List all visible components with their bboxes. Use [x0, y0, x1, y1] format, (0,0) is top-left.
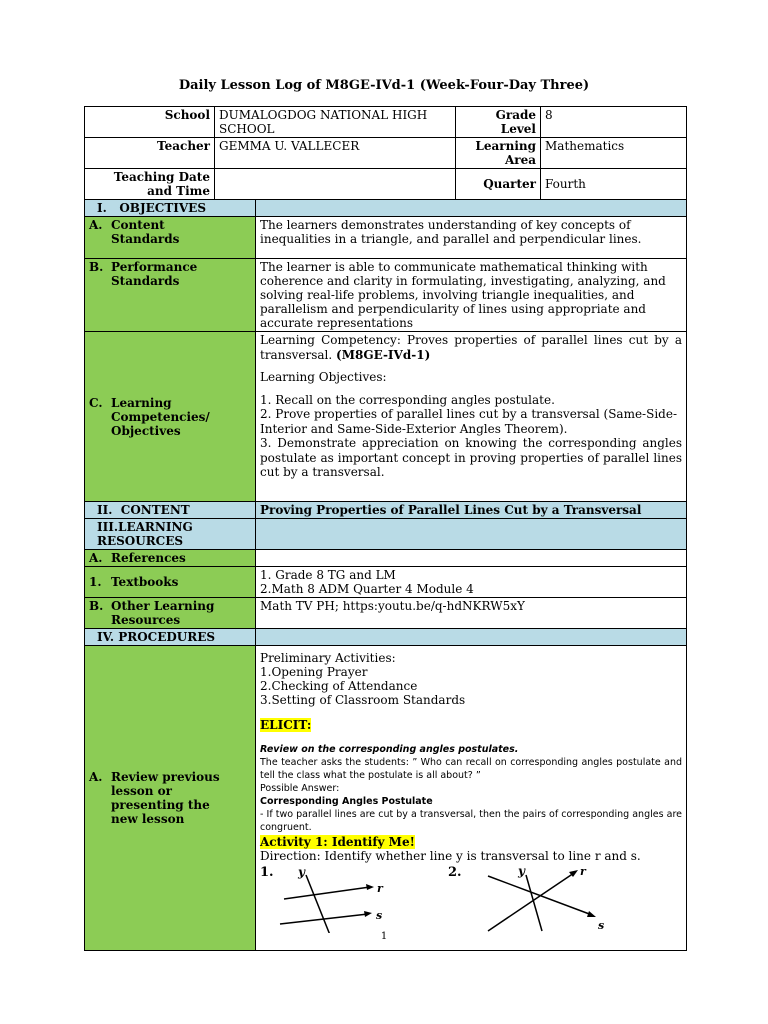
figure-1-label-r: r	[377, 882, 383, 895]
content-row	[85, 502, 687, 519]
date-row	[85, 169, 687, 200]
references-label: A. References	[85, 550, 256, 567]
figure-1-line-y	[306, 875, 330, 933]
competency-text: Learning Competency: Proves properties of parallel lines cut by a transversal. (M8GE-IVd-1)	[260, 333, 682, 362]
resources-heading: III.LEARNING RESOURCES	[85, 519, 256, 550]
grade-label: Grade Level	[456, 107, 541, 138]
page-number: 1	[380, 931, 388, 942]
other-resources-row	[85, 598, 687, 629]
figure-2-line-s	[488, 876, 592, 915]
other-resources-label: B. Other Learning Resources	[85, 598, 256, 629]
page-title: Daily Lesson Log of M8GE-IVd-1 (Week-Four-Day Three)	[178, 78, 590, 93]
quarter-value: Fourth	[541, 169, 687, 200]
direction-text: Direction: Identify whether line y is transversal to line r and s.	[260, 849, 641, 863]
prelim-heading: Preliminary Activities:	[260, 651, 396, 665]
area-value: Mathematics	[541, 138, 687, 169]
teacher-value: GEMMA U. VALLECER	[215, 138, 456, 169]
references-row	[85, 550, 687, 567]
objectives-heading: I. OBJECTIVES	[85, 200, 256, 217]
figure-1-line-r	[284, 887, 370, 899]
other-resources-text: Math TV PH; https:youtu.be/q-hdNKRW5xY	[256, 598, 687, 629]
content-heading: II. CONTENT	[85, 502, 256, 519]
resources-heading-row	[85, 519, 687, 550]
postulate-title: Corresponding Angles Postulate	[260, 796, 433, 807]
procedures-heading-row	[85, 629, 687, 646]
teacher-label: Teacher	[85, 138, 215, 169]
textbook-1: 1. Grade 8 TG and LM	[260, 568, 396, 582]
content-standards-label: A. Content Standards	[85, 217, 256, 259]
transversal-figures	[256, 863, 676, 933]
review-title: Review on the corresponding angles postulates.	[260, 744, 519, 755]
figure-1-arrow-s	[364, 911, 372, 917]
procedures-heading: IV. PROCEDURES	[85, 629, 256, 646]
school-label: School	[85, 107, 215, 138]
objective-1: 1. Recall on the corresponding angles postulate.	[260, 392, 555, 407]
figure-2-arrow-s	[587, 911, 596, 917]
school-value: DUMALOGDOG NATIONAL HIGH SCHOOL	[215, 107, 456, 138]
figure-1-label-y: y	[298, 865, 305, 879]
figure-1-line-s	[280, 914, 368, 924]
date-label: Teaching Date and Time	[85, 169, 215, 200]
objectives-heading-row	[85, 200, 687, 217]
grade-value: 8	[541, 107, 687, 138]
review-text: The teacher asks the students: ” Who can recall on corresponding angles postulate and tell the class what the postulate is all about? ”	[260, 757, 682, 781]
figure-1-arrow-r	[366, 884, 374, 890]
review-cell	[256, 646, 687, 951]
possible-answer: Possible Answer:	[260, 783, 340, 794]
competencies-row	[85, 332, 687, 502]
review-label: A. Review previous lesson or presenting the new lesson	[85, 646, 256, 951]
figure-1-label-s: s	[376, 909, 383, 922]
figure-2-line-r	[488, 873, 574, 931]
figure-2-label-y: y	[518, 864, 525, 878]
objective-2: 2. Prove properties of parallel lines cut by a transversal (Same-Side-Interior and Same-Side-Exterior Angles Theorem).	[260, 407, 678, 436]
objective-3: 3. Demonstrate appreciation on knowing the corresponding angles postulate as important concept in proving properties of parallel lines cut by a transversal.	[260, 436, 682, 479]
area-label: Learning Area	[456, 138, 541, 169]
elicit-label: ELICIT:	[260, 718, 312, 732]
figure-2-label-s: s	[598, 919, 605, 932]
figure-1-number: 1.	[260, 865, 274, 880]
performance-standards-text: The learner is able to communicate mathematical thinking with coherence and clarity in formulating, investigating, analyzing, and solving real-life problems, involving triangle inequalities, and parallelism and perpendicularity of lines using appropriate and accurate representations	[256, 259, 687, 332]
textbooks-row	[85, 567, 687, 598]
performance-standards-row	[85, 259, 687, 332]
prelim-3: 3.Setting of Classroom Standards	[260, 693, 466, 707]
figure-2-label-r: r	[580, 865, 586, 878]
textbooks-cell	[256, 567, 687, 598]
textbook-2: 2.Math 8 ADM Quarter 4 Module 4	[260, 582, 474, 596]
competencies-label: C. Learning Competencies/ Objectives	[85, 332, 256, 502]
objectives-subheading: Learning Objectives:	[260, 370, 387, 384]
quarter-label: Quarter	[456, 169, 541, 200]
review-row	[85, 646, 687, 951]
content-standards-row	[85, 217, 687, 259]
prelim-2: 2.Checking of Attendance	[260, 679, 418, 693]
figures	[260, 863, 682, 933]
teacher-row	[85, 138, 687, 169]
school-row	[85, 107, 687, 138]
content-text: Proving Properties of Parallel Lines Cut by a Transversal	[256, 502, 687, 519]
performance-standards-label: B. Performance Standards	[85, 259, 256, 332]
date-value	[215, 169, 456, 200]
lesson-log-table	[84, 106, 687, 951]
competencies-cell	[256, 332, 687, 502]
textbooks-label: 1. Textbooks	[85, 567, 256, 598]
content-standards-text: The learners demonstrates understanding of key concepts of inequalities in a triangle, and parallel and perpendicular lines.	[256, 217, 687, 259]
figure-2-number: 2.	[448, 865, 462, 880]
prelim-1: 1.Opening Prayer	[260, 665, 368, 679]
activity-title: Activity 1: Identify Me!	[260, 835, 415, 849]
postulate-text: - If two parallel lines are cut by a transversal, then the pairs of corresponding angles are congruent.	[260, 809, 682, 833]
